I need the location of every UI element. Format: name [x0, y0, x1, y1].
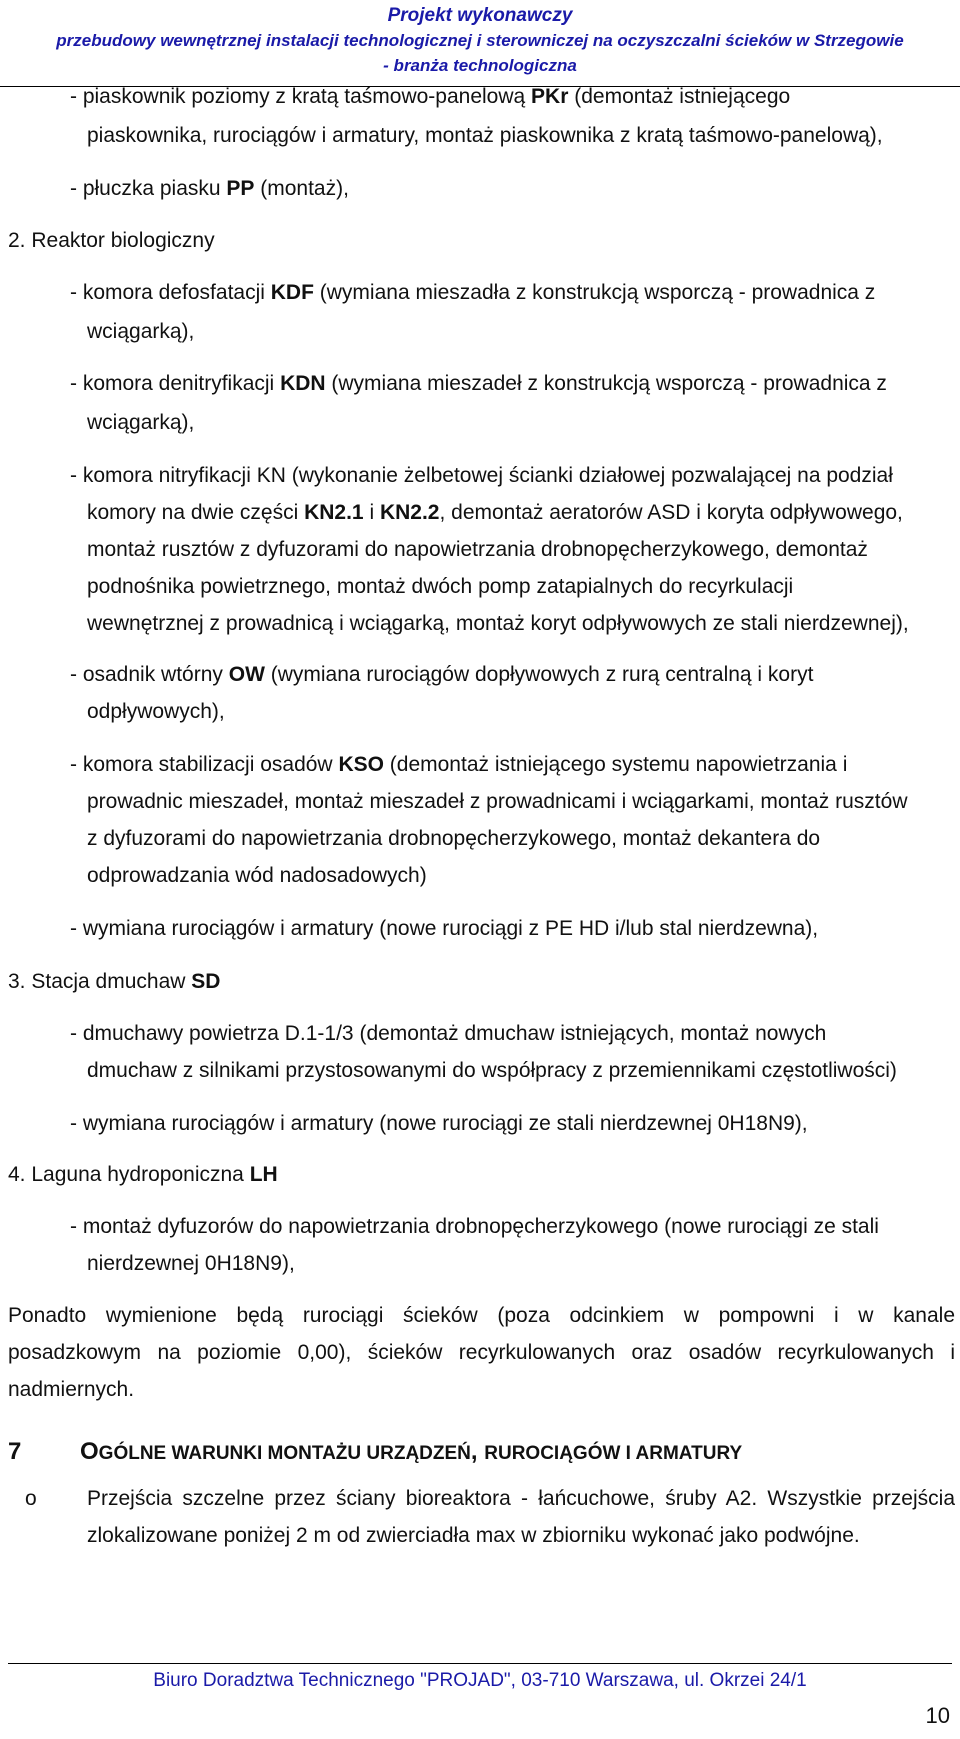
heading-lh: 4. Laguna hydroponiczna LH [8, 1163, 278, 1186]
item-kdn-cont: wciągarką), [87, 411, 195, 434]
item-kdf: - komora defosfatacji KDF (wymiana mieszadła z konstrukcją wsporczą - prowadnica z [70, 281, 876, 304]
item-kn-cont-3: podnośnika powietrznego, montaż dwóch pomp zatapialnych do recyrkulacji [87, 575, 794, 598]
page-header [0, 0, 960, 87]
item-kso-cont-1: prowadnic mieszadeł, montaż mieszadeł z prowadnicami i wciągarkami, montaż rusztów [87, 790, 908, 813]
item-pluczka: - płuczka piasku PP (montaż), [70, 177, 349, 200]
item-wymiana-2: - wymiana rurociągów i armatury (nowe rurociągi ze stali nierdzewnej 0H18N9), [70, 1112, 808, 1135]
footer-address: Biuro Doradztwa Technicznego "PROJAD", 03-710 Warszawa, ul. Okrzei 24/1 [153, 1670, 807, 1691]
item-kso-cont-2: z dyfuzorami do napowietrzania drobnopęcherzykowego, montaż dekantera do [87, 827, 821, 850]
paragraph-ponadto-2: posadzkowym na poziomie 0,00), ścieków recyrkulowanych oraz osadów recyrkulowanych i [8, 1341, 955, 1364]
heading-reaktor: 2. Reaktor biologiczny [8, 229, 215, 252]
item-ow: - osadnik wtórny OW (wymiana rurociągów dopływowych z rurą centralną i koryt [70, 663, 814, 686]
item-dyfuzory-cont: nierdzewnej 0H18N9), [87, 1252, 295, 1275]
heading-sd: 3. Stacja dmuchaw SD [8, 970, 221, 993]
item-kdn: - komora denitryfikacji KDN (wymiana mieszadeł z konstrukcją wsporczą - prowadnica z [70, 372, 887, 395]
page-number: 10 [925, 1703, 950, 1728]
item-kso-cont-3: odprowadzania wód nadosadowych) [87, 864, 427, 887]
item-kn-cont-4: wewnętrznej z prowadnicą i wciągarką, montaż koryt odpływowych ze stali nierdzewnej), [87, 612, 909, 635]
footer-divider [8, 1663, 952, 1664]
item-dmuchawy: - dmuchawy powietrza D.1-1/3 (demontaż dmuchaw istniejących, montaż nowych [70, 1022, 827, 1045]
section-heading [8, 1438, 742, 1466]
item-kn: - komora nitryfikacji KN (wykonanie żelbetowej ścianki działowej pozwalającej na podział [70, 464, 893, 487]
header-subtitle: przebudowy wewnętrznej instalacji technologicznej i sterowniczej na oczyszczalni ścieków w Strzegowie [56, 31, 904, 50]
section-number: 7 [8, 1438, 22, 1465]
item-dmuchawy-cont: dmuchaw z silnikami przystosowanymi do współpracy z przemiennikami częstotliwości) [87, 1059, 897, 1082]
header-branch: - branża technologiczna [383, 56, 577, 75]
item-piaskownik: - piaskownik poziomy z kratą taśmowo-panelową PKr (demontaż istniejącego [70, 85, 791, 108]
header-title: Projekt wykonawczy [387, 5, 573, 26]
bullet-icon: o [25, 1487, 37, 1510]
paragraph-ponadto-1: Ponadto wymienione będą rurociągi ścieków (poza odcinkiem w pompowni i w kanale [8, 1304, 955, 1327]
item-dyfuzory: - montaż dyfuzorów do napowietrzania drobnopęcherzykowego (nowe rurociągi ze stali [70, 1215, 879, 1238]
section-title-initial: O [80, 1438, 99, 1465]
item-kn-cont-2: montaż rusztów z dyfuzorami do napowietrzania drobnopęcherzykowego, demontaż [87, 538, 868, 561]
item-kdf-cont: wciągarką), [87, 320, 195, 343]
item-kn-cont-1: komory na dwie części KN2.1 i KN2.2, demontaż aeratorów ASD i koryta odpływowego, [87, 501, 903, 524]
section-title-comma: , [470, 1438, 485, 1465]
bullet-text-2: zlokalizowane poniżej 2 m od zwierciadła max w zbiorniku wykonać jako podwójne. [87, 1524, 860, 1547]
item-piaskownik-cont: piaskownika, rurociągów i armatury, montaż piaskownika z kratą taśmowo-panelową), [87, 124, 883, 147]
item-kso: - komora stabilizacji osadów KSO (demontaż istniejącego systemu napowietrzania i [70, 753, 848, 776]
bullet-text-1: Przejścia szczelne przez ściany bioreaktora - łańcuchowe, śruby A2. Wszystkie przejścia [87, 1487, 955, 1510]
section-title-part-2: RUROCIĄGÓW I ARMATURY [484, 1443, 743, 1464]
item-ow-cont: odpływowych), [87, 700, 225, 723]
paragraph-ponadto-3: nadmiernych. [8, 1378, 135, 1401]
section-title-part-1: GÓLNE WARUNKI MONTAŻU URZĄDZEŃ [98, 1443, 471, 1464]
item-wymiana-1: - wymiana rurociągów i armatury (nowe rurociągi z PE HD i/lub stal nierdzewna), [70, 917, 819, 940]
